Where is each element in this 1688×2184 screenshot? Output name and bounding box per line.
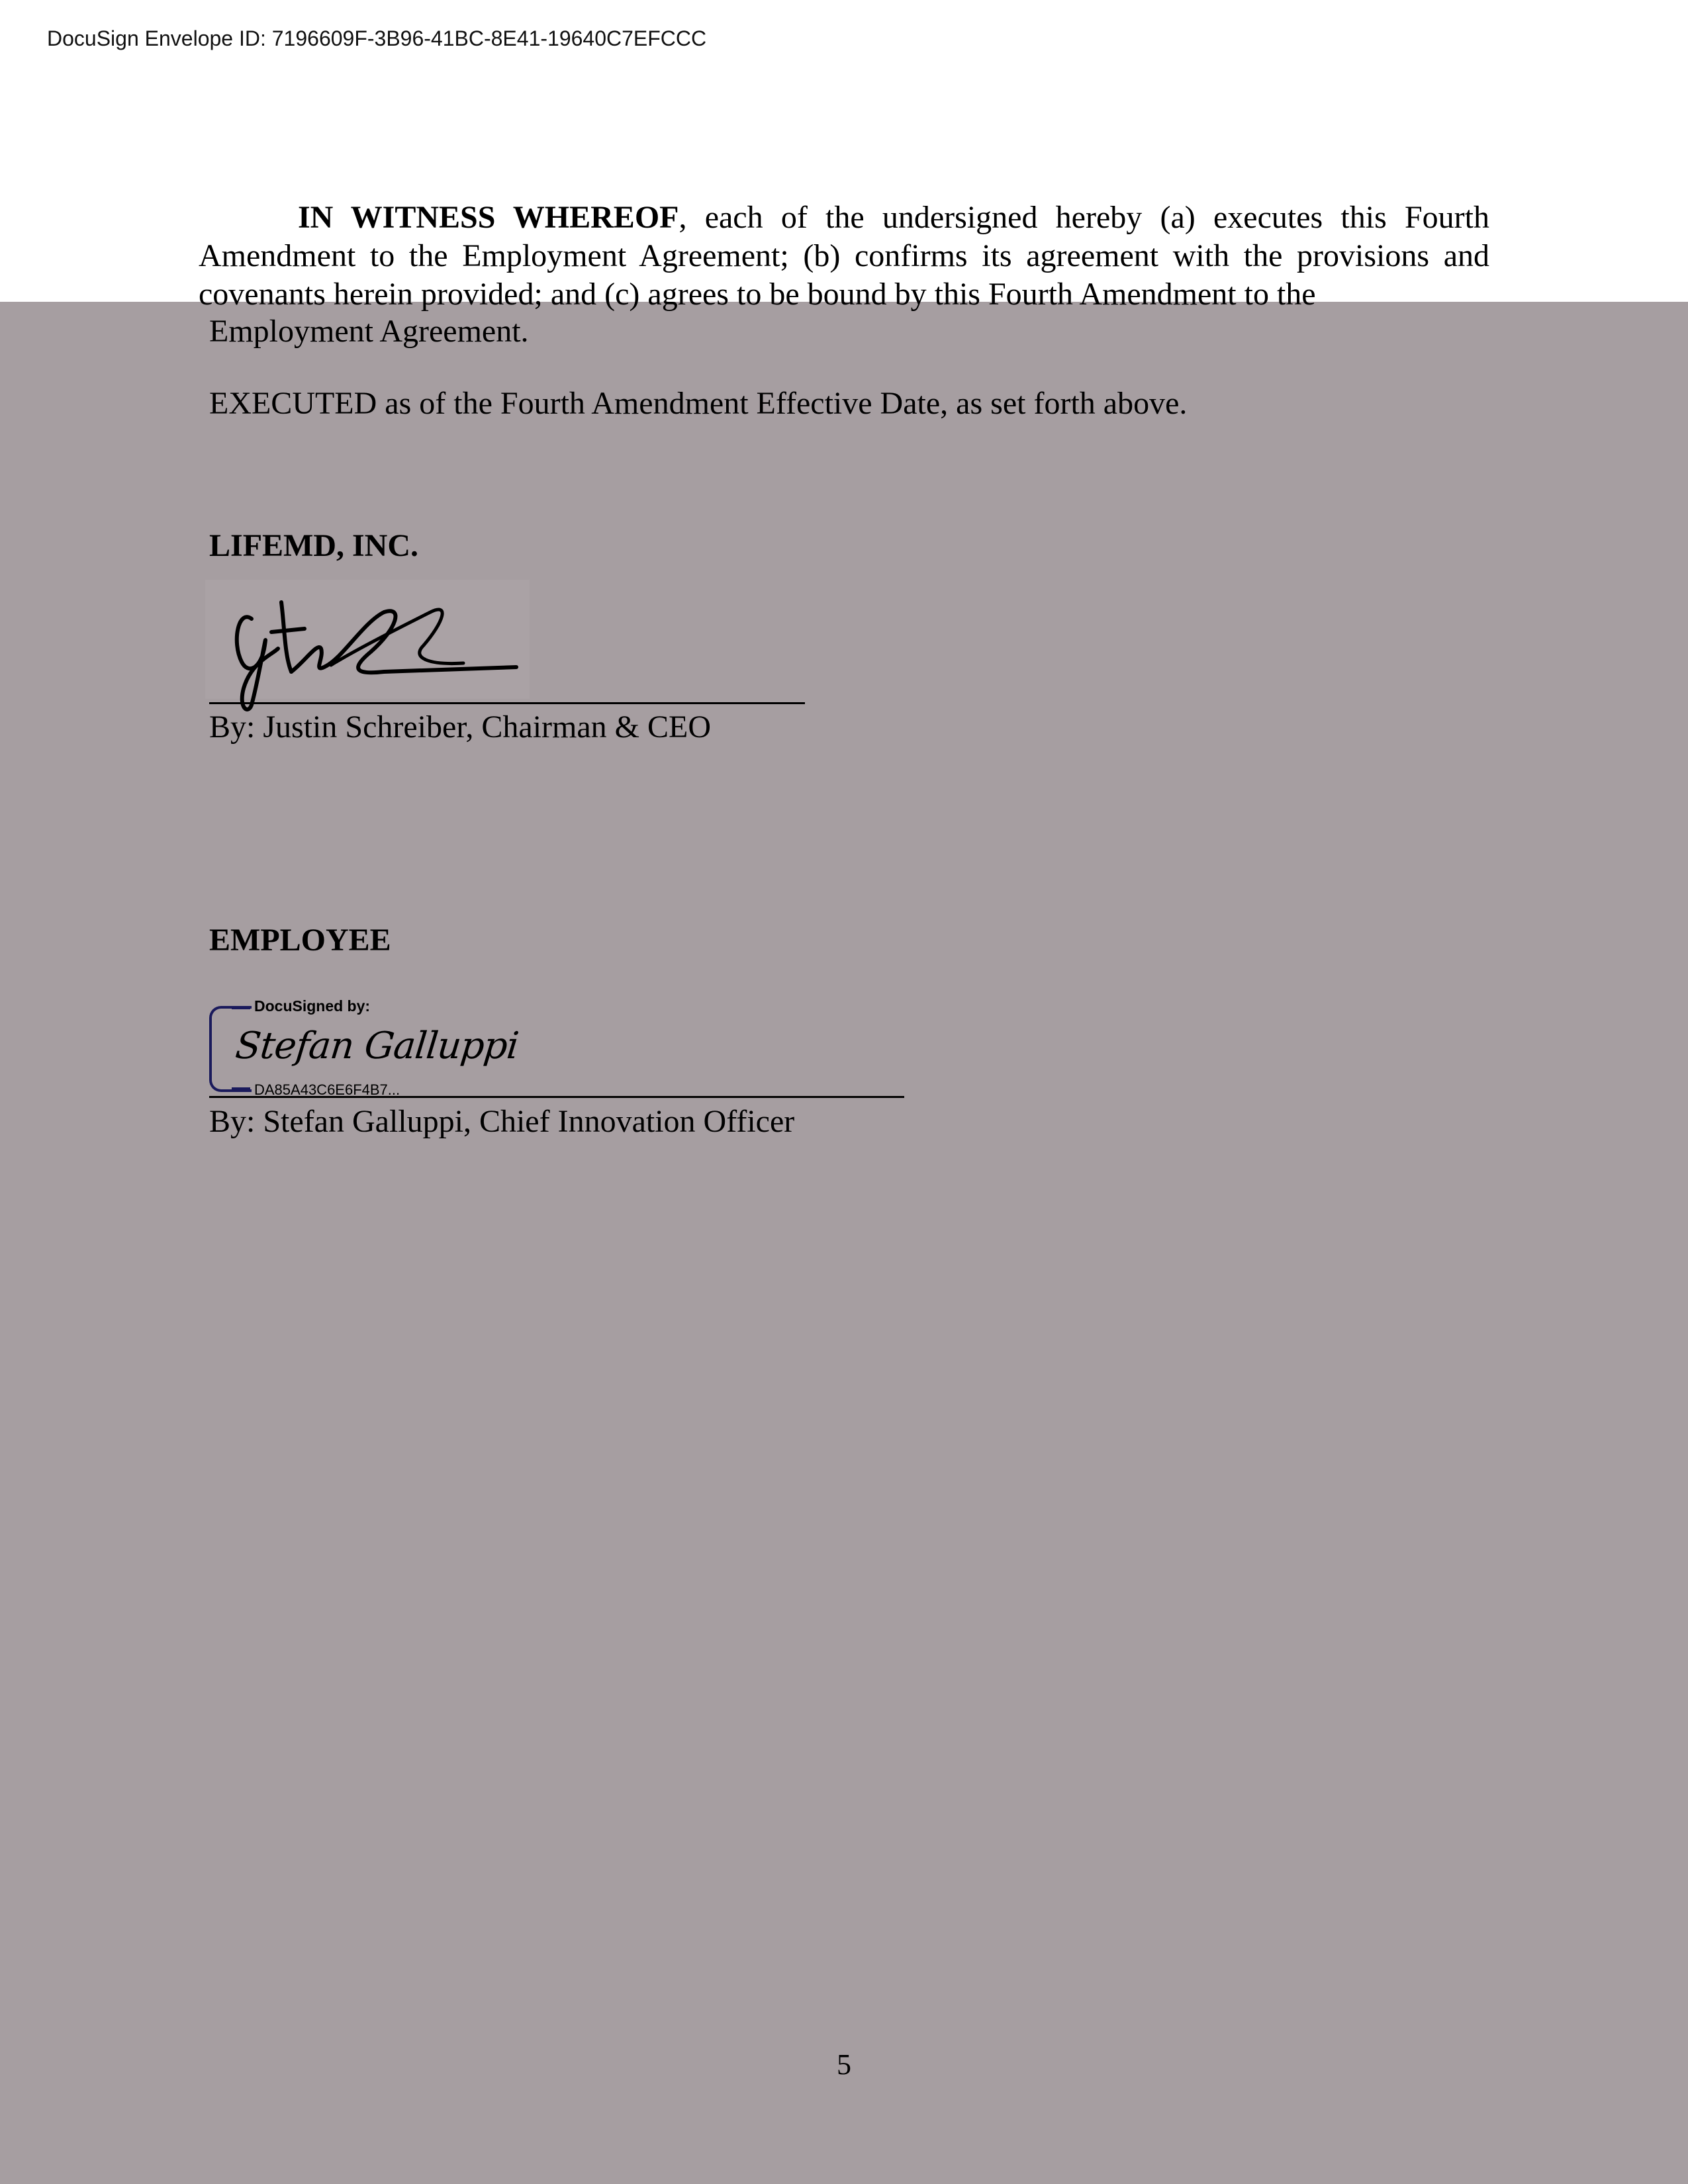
justin-schreiber-signature: [212, 582, 530, 715]
executed-line: EXECUTED as of the Fourth Amendment Effective Date, as set forth above.: [209, 386, 1188, 421]
employee-heading: EMPLOYEE: [209, 923, 391, 958]
witness-lead: IN WITNESS WHEREOF: [298, 200, 679, 235]
stefan-galluppi-signature: Stefan Galluppi: [233, 1024, 521, 1068]
docusign-label: DocuSigned by:: [254, 997, 371, 1015]
witness-paragraph: [199, 199, 1489, 314]
employee-signer: By: Stefan Galluppi, Chief Innovation Officer: [209, 1104, 795, 1139]
company-signature-line: [209, 702, 805, 704]
employee-signature-line: [209, 1096, 904, 1098]
docusign-envelope-id: DocuSign Envelope ID: 7196609F-3B96-41BC-8E41-19640C7EFCCC: [47, 26, 707, 50]
witness-body: , each of the undersigned hereby (a) executes this Fourth Amendment to the Employment Agreement; (b) confirms its agreement with the provisions and covenants herein provided; and (c) agrees to be bound by this Fourth Amendment to the: [199, 200, 1489, 312]
page-number: 5: [837, 2048, 851, 2081]
company-signer: By: Justin Schreiber, Chairman & CEO: [209, 709, 711, 745]
company-heading: LIFEMD, INC.: [209, 528, 419, 563]
docusign-frame-top: [232, 1007, 250, 1009]
docusign-hash: DA85A43C6E6F4B7...: [254, 1081, 400, 1098]
docusign-frame-bottom: [232, 1087, 250, 1090]
witness-paragraph-end: Employment Agreement.: [209, 314, 529, 349]
